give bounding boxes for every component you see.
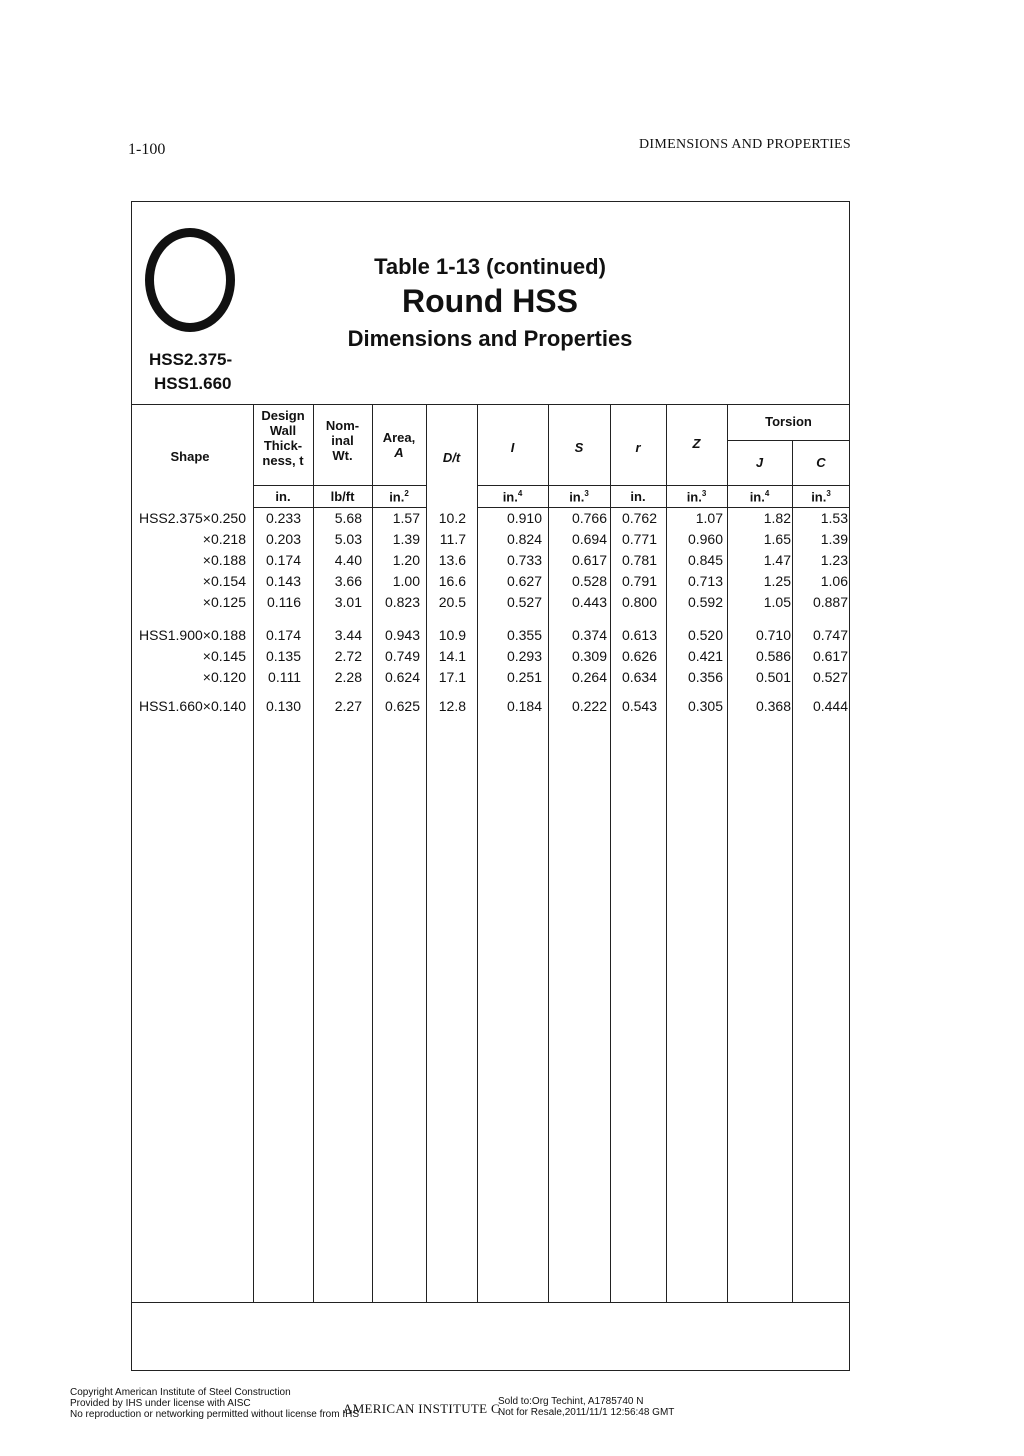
cell-S: 0.443 — [571, 594, 607, 610]
cell-A: 0.749 — [384, 648, 420, 664]
cell-shape: ×0.218 — [202, 531, 246, 547]
cell-t: 0.130 — [265, 698, 301, 714]
cell-J: 1.82 — [763, 510, 791, 526]
cell-t: 0.111 — [268, 669, 301, 685]
cell-I: 0.251 — [506, 669, 542, 685]
cell-J: 0.586 — [755, 648, 791, 664]
cell-Dt: 10.2 — [438, 510, 466, 526]
cell-I: 0.184 — [506, 698, 542, 714]
table-bottom-rule — [131, 1302, 850, 1303]
col-divider — [548, 404, 549, 1302]
col-header-S: S — [574, 440, 584, 455]
cell-t: 0.116 — [267, 594, 301, 610]
col-divider — [253, 404, 254, 1302]
cell-wt: 2.72 — [334, 648, 362, 664]
cell-J: 0.368 — [755, 698, 791, 714]
cell-Dt: 20.5 — [438, 594, 466, 610]
cell-r: 0.762 — [621, 510, 657, 526]
col-header-weight: Nom- inal Wt. — [325, 418, 360, 463]
col-header-J: J — [755, 455, 764, 470]
cell-S: 0.222 — [571, 698, 607, 714]
cell-Z: 0.845 — [687, 552, 723, 568]
cell-Dt: 16.6 — [438, 573, 466, 589]
cell-shape: ×0.120 — [202, 669, 246, 685]
cell-A: 0.943 — [384, 627, 420, 643]
cell-shape: HSS2.375×0.250 — [138, 510, 246, 526]
col-divider — [313, 404, 314, 1302]
cell-C: 0.444 — [812, 698, 848, 714]
cell-I: 0.527 — [506, 594, 542, 610]
cell-A: 1.57 — [392, 510, 420, 526]
col-header-dt: D/t — [442, 450, 461, 465]
col-header-C: C — [816, 455, 826, 470]
cell-A: 0.625 — [384, 698, 420, 714]
cell-Dt: 11.7 — [439, 531, 466, 547]
cell-I: 0.733 — [506, 552, 542, 568]
cell-Z: 0.421 — [687, 648, 723, 664]
cell-S: 0.374 — [571, 627, 607, 643]
cell-I: 0.293 — [506, 648, 542, 664]
cell-J: 1.47 — [763, 552, 791, 568]
unit-rule — [253, 507, 426, 508]
cell-wt: 3.01 — [334, 594, 362, 610]
cell-r: 0.800 — [621, 594, 657, 610]
unit-C: in.$^3$ — [811, 489, 831, 505]
unit-Z: in.$^3$ — [686, 489, 707, 505]
cell-Z: 0.520 — [687, 627, 723, 643]
table-title: Round HSS — [402, 283, 578, 319]
cell-Dt: 10.9 — [438, 627, 466, 643]
cell-t: 0.143 — [265, 573, 301, 589]
cell-wt: 3.44 — [334, 627, 362, 643]
cell-wt: 2.27 — [334, 698, 362, 714]
col-divider — [426, 404, 427, 1302]
cell-shape: ×0.145 — [202, 648, 246, 664]
cell-shape: ×0.154 — [202, 573, 246, 589]
cell-I: 0.910 — [506, 510, 542, 526]
cell-Z: 0.592 — [687, 594, 723, 610]
cell-C: 1.23 — [820, 552, 848, 568]
cell-J: 0.501 — [755, 669, 791, 685]
cell-I: 0.355 — [506, 627, 542, 643]
cell-shape: ×0.125 — [202, 594, 246, 610]
running-head: DIMENSIONS AND PROPERTIES — [638, 137, 851, 152]
col-divider — [792, 440, 793, 1302]
cell-A: 1.39 — [392, 531, 420, 547]
torsion-rule — [727, 440, 850, 441]
cell-S: 0.694 — [571, 531, 607, 547]
unit-A: in.$^2$ — [389, 489, 409, 505]
cell-wt: 2.28 — [334, 669, 362, 685]
cell-A: 0.823 — [384, 594, 420, 610]
cell-t: 0.174 — [265, 627, 301, 643]
unit-rule — [477, 507, 850, 508]
copyright-notice: Copyright American Institute of Steel Construction Provided by IHS under license with AISC No reproduction or networking permitted without license from IHS — [70, 1387, 360, 1420]
cell-J: 1.25 — [763, 573, 791, 589]
col-header-shape: Shape — [170, 449, 210, 464]
unit-S: in.$^3$ — [569, 489, 589, 505]
table-frame — [131, 201, 850, 1371]
unit-rule — [253, 485, 426, 486]
cell-wt: 5.03 — [334, 531, 362, 547]
cell-wt: 5.68 — [334, 510, 362, 526]
page-number: 1-100 — [128, 141, 166, 158]
cell-shape: HSS1.660×0.140 — [138, 698, 246, 714]
unit-rule — [477, 485, 850, 486]
cell-wt: 3.66 — [334, 573, 362, 589]
cell-Z: 0.305 — [687, 698, 723, 714]
cell-Dt: 17.1 — [438, 669, 466, 685]
col-header-I: I — [510, 440, 515, 455]
table-label: Table 1-13 (continued) — [374, 254, 606, 279]
cell-Z: 0.713 — [687, 573, 723, 589]
cell-C: 0.527 — [812, 669, 848, 685]
cell-Z: 1.07 — [695, 510, 723, 526]
cell-C: 1.39 — [820, 531, 848, 547]
unit-J: in.$^4$ — [749, 489, 770, 505]
col-divider — [610, 404, 611, 1302]
cell-I: 0.627 — [506, 573, 542, 589]
circle-icon — [145, 228, 235, 332]
cell-t: 0.233 — [265, 510, 301, 526]
unit-I: in.$^4$ — [502, 489, 523, 505]
table-subtitle: Dimensions and Properties — [347, 326, 633, 351]
cell-Dt: 12.8 — [438, 698, 466, 714]
col-divider — [666, 404, 667, 1302]
cell-J: 1.65 — [763, 531, 791, 547]
unit-r: in. — [630, 489, 646, 504]
cell-t: 0.174 — [265, 552, 301, 568]
cell-S: 0.617 — [571, 552, 607, 568]
cell-C: 0.887 — [812, 594, 848, 610]
cell-r: 0.791 — [621, 573, 657, 589]
cell-shape: HSS1.900×0.188 — [138, 627, 246, 643]
cell-A: 1.20 — [392, 552, 420, 568]
cell-Z: 0.960 — [687, 531, 723, 547]
cell-C: 0.747 — [812, 627, 848, 643]
cell-C: 1.06 — [820, 573, 848, 589]
col-header-r: r — [635, 440, 641, 455]
cell-r: 0.613 — [621, 627, 657, 643]
cell-A: 1.00 — [392, 573, 420, 589]
cell-wt: 4.40 — [334, 552, 362, 568]
cell-C: 1.53 — [820, 510, 848, 526]
cell-Z: 0.356 — [687, 669, 723, 685]
cell-Dt: 14.1 — [438, 648, 466, 664]
license-stamp: Sold to:Org Techint, A1785740 N Not for Resale,2011/11/1 12:56:48 GMT — [498, 1396, 675, 1418]
cell-C: 0.617 — [812, 648, 848, 664]
cell-J: 0.710 — [755, 627, 791, 643]
col-header-Z: Z — [692, 436, 701, 451]
cell-S: 0.766 — [571, 510, 607, 526]
cell-r: 0.634 — [621, 669, 657, 685]
col-header-area: Area, A — [382, 430, 416, 460]
col-divider — [477, 404, 478, 1302]
cell-shape: ×0.188 — [202, 552, 246, 568]
cell-S: 0.264 — [571, 669, 607, 685]
publisher-name: AMERICAN INSTITUTE C — [343, 1401, 500, 1416]
title-divider — [131, 404, 850, 405]
unit-wt: lb/ft — [330, 489, 355, 504]
col-header-thickness: Design Wall Thick- ness, t — [261, 408, 305, 468]
cell-J: 1.05 — [763, 594, 791, 610]
col-divider — [727, 404, 728, 1302]
shape-range-start: HSS2.375- — [149, 350, 233, 369]
cell-r: 0.626 — [621, 648, 657, 664]
cell-r: 0.781 — [621, 552, 657, 568]
col-header-torsion: Torsion — [765, 414, 812, 429]
cell-Dt: 13.6 — [438, 552, 466, 568]
cell-A: 0.624 — [384, 669, 420, 685]
shape-range-end: HSS1.660 — [154, 374, 232, 393]
cell-t: 0.135 — [265, 648, 301, 664]
cell-S: 0.309 — [571, 648, 607, 664]
cell-t: 0.203 — [265, 531, 301, 547]
col-divider — [372, 404, 373, 1302]
cell-r: 0.543 — [621, 698, 657, 714]
cell-r: 0.771 — [621, 531, 657, 547]
cell-I: 0.824 — [506, 531, 542, 547]
cell-S: 0.528 — [571, 573, 607, 589]
unit-t: in. — [275, 489, 291, 504]
